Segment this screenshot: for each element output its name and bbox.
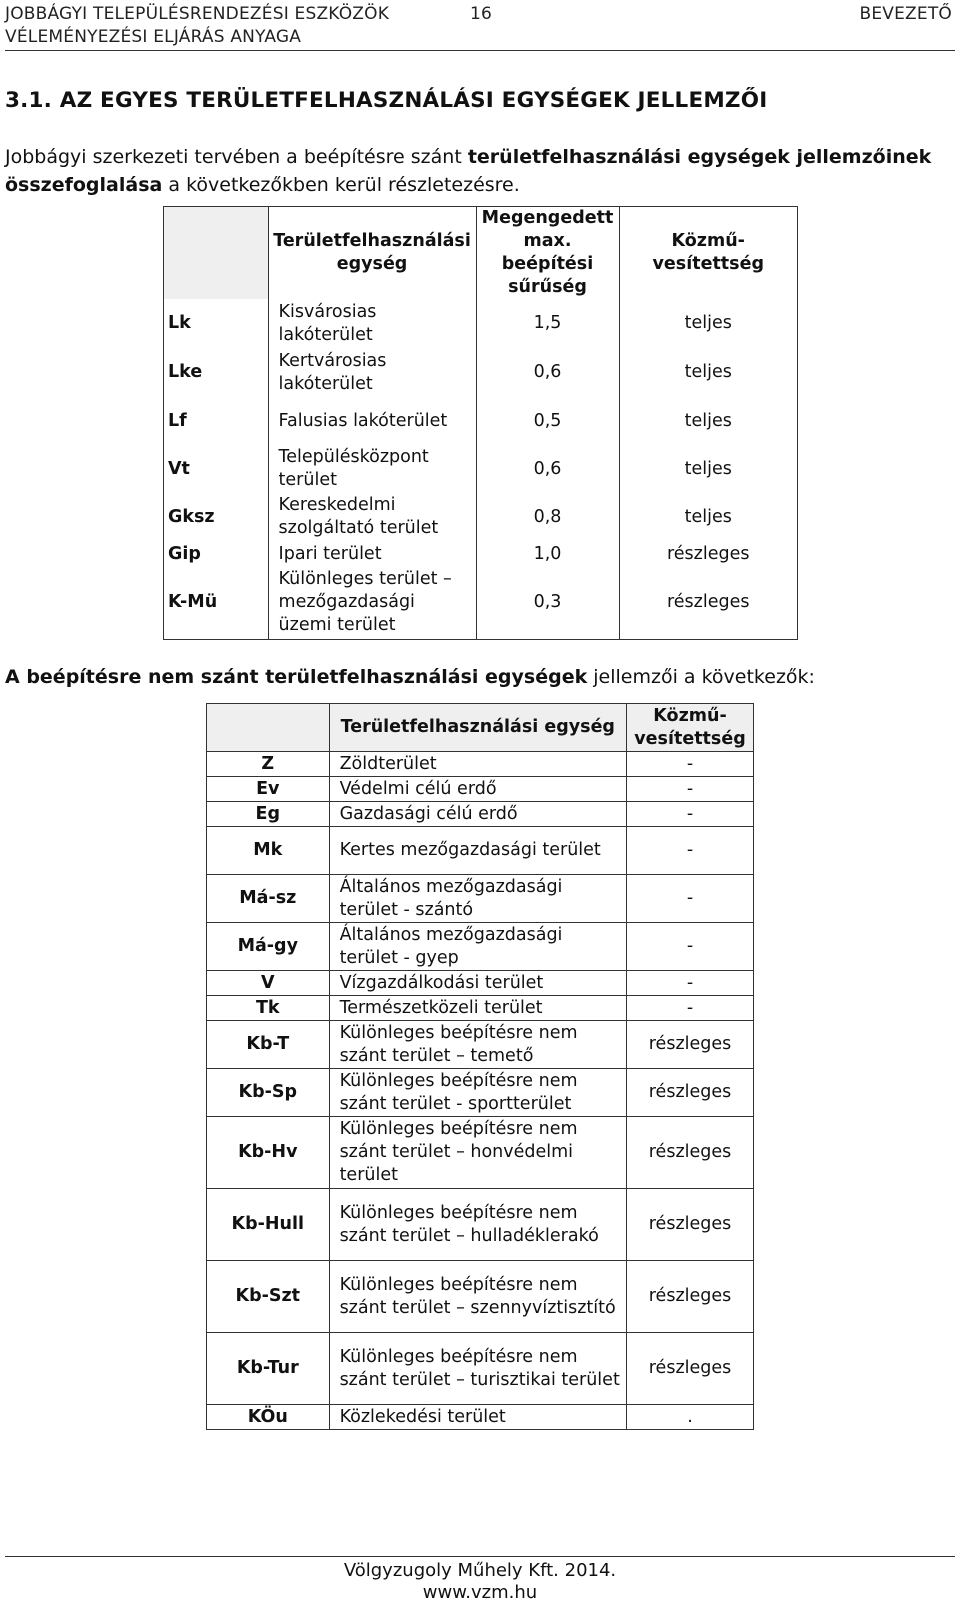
row-code: Má-gy (207, 923, 330, 971)
row-density: 0,8 (476, 493, 619, 541)
row-name: Természetközeli terület (329, 996, 626, 1021)
table-header-row (207, 704, 754, 752)
row-utility: részleges (619, 567, 798, 639)
row-name: Általános mezőgazdasági terület - szántó (329, 875, 626, 923)
header-cell-empty (164, 207, 269, 300)
header-unit: Területfelhasználási egység (268, 207, 476, 300)
table-row (207, 777, 754, 802)
page-number: 16 (470, 4, 493, 24)
row-code: Eg (207, 802, 330, 827)
row-code: KÖu (207, 1405, 330, 1430)
row-utility: - (627, 971, 754, 996)
header-section: BEVEZETŐ (859, 4, 952, 24)
table-row (164, 567, 798, 639)
row-utility: részleges (627, 1021, 754, 1069)
table-row (207, 875, 754, 923)
row-name: Védelmi célú erdő (329, 777, 626, 802)
row-code: Kb-Hv (207, 1117, 330, 1189)
footer-website: www.vzm.hu (422, 1582, 538, 1603)
row-name: Különleges beépítésre nem szánt terület – temető (329, 1021, 626, 1069)
row-name: Kereskedelmi szolgáltató terület (268, 493, 476, 541)
row-code: Lk (164, 299, 269, 348)
intro-paragraph: Jobbágyi szerkezeti tervében a beépítésre szánt területfelhasználási egységek jellemzőinek összefoglalása a következőkben kerül részletezésre. (5, 146, 932, 196)
table-row (164, 348, 798, 397)
section-heading: 3.1. AZ EGYES TERÜLETFELHASZNÁLÁSI EGYSÉGEK JELLEMZŐI (5, 88, 768, 113)
row-density: 1,5 (476, 299, 619, 348)
row-utility: - (627, 752, 754, 777)
table-row (207, 1261, 754, 1333)
table-row (164, 299, 798, 348)
row-name: Közlekedési terület (329, 1405, 626, 1430)
row-density: 0,6 (476, 445, 619, 493)
row-code: Kb-Hull (207, 1189, 330, 1261)
header-unit: Területfelhasználási egység (329, 704, 626, 752)
row-name: Kertes mezőgazdasági terület (329, 827, 626, 875)
table-row (164, 397, 798, 445)
header-utility: Közmű-vesítettség (619, 207, 798, 300)
row-density: 0,3 (476, 567, 619, 639)
row-density: 0,6 (476, 348, 619, 397)
row-density: 1,0 (476, 541, 619, 567)
header-utility: Közmű-vesítettség (627, 704, 754, 752)
table-row (164, 541, 798, 567)
row-code: Ev (207, 777, 330, 802)
row-utility: részleges (627, 1189, 754, 1261)
row-utility: teljes (619, 493, 798, 541)
table-row (207, 1117, 754, 1189)
table-row (207, 1189, 754, 1261)
row-name: Különleges beépítésre nem szánt terület – honvédelmi terület (329, 1117, 626, 1189)
row-name: Zöldterület (329, 752, 626, 777)
table-row (207, 971, 754, 996)
row-name: Különleges beépítésre nem szánt terület – hulladéklerakó (329, 1189, 626, 1261)
row-utility: - (627, 875, 754, 923)
header-density: Megengedett max. beépítési sűrűség (476, 207, 619, 300)
row-code: Mk (207, 827, 330, 875)
row-utility: részleges (627, 1069, 754, 1117)
row-name: Különleges beépítésre nem szánt terület – szennyvíztisztító (329, 1261, 626, 1333)
header-title-line1: JOBBÁGYI TELEPÜLÉSRENDEZÉSI ESZKÖZÖK (5, 4, 390, 24)
row-code: Kb-Sp (207, 1069, 330, 1117)
row-utility: részleges (627, 1333, 754, 1405)
row-utility: - (627, 777, 754, 802)
row-utility: - (627, 827, 754, 875)
row-name: Különleges beépítésre nem szánt terület – turisztikai terület (329, 1333, 626, 1405)
row-utility: részleges (619, 541, 798, 567)
row-name: Különleges beépítésre nem szánt terület - sportterület (329, 1069, 626, 1117)
row-code: Má-sz (207, 875, 330, 923)
row-density: 0,5 (476, 397, 619, 445)
table-row (207, 827, 754, 875)
row-utility: - (627, 802, 754, 827)
row-code: Gksz (164, 493, 269, 541)
row-code: Kb-Szt (207, 1261, 330, 1333)
table-row (207, 1405, 754, 1430)
row-utility: részleges (627, 1117, 754, 1189)
row-utility: teljes (619, 397, 798, 445)
row-name: Ipari terület (268, 541, 476, 567)
non-built-up-intro: A beépítésre nem szánt területfelhasználási egységek jellemzői a következők: (5, 666, 815, 688)
row-code: Z (207, 752, 330, 777)
row-name: Kertvárosias lakóterület (268, 348, 476, 397)
row-utility: teljes (619, 299, 798, 348)
header-cell-empty (207, 704, 330, 752)
row-name: Általános mezőgazdasági terület - gyep (329, 923, 626, 971)
row-utility: . (627, 1405, 754, 1430)
table-row (207, 923, 754, 971)
table-header-row (164, 207, 798, 300)
table-row (207, 1021, 754, 1069)
row-name: Falusias lakóterület (268, 397, 476, 445)
row-code: Kb-Tur (207, 1333, 330, 1405)
table-row (164, 445, 798, 493)
row-utility: teljes (619, 348, 798, 397)
row-utility: teljes (619, 445, 798, 493)
header-divider (5, 50, 955, 51)
row-code: Lke (164, 348, 269, 397)
row-code: Gip (164, 541, 269, 567)
row-code: K-Mü (164, 567, 269, 639)
row-code: Lf (164, 397, 269, 445)
row-utility: - (627, 996, 754, 1021)
table-row (207, 1069, 754, 1117)
row-name: Különleges terület – mezőgazdasági üzemi terület (268, 567, 476, 639)
row-utility: - (627, 923, 754, 971)
row-name: Vízgazdálkodási terület (329, 971, 626, 996)
table-row (207, 1333, 754, 1405)
row-utility: részleges (627, 1261, 754, 1333)
footer-divider (5, 1556, 955, 1557)
header-title-line2: VÉLEMÉNYEZÉSI ELJÁRÁS ANYAGA (5, 27, 302, 47)
footer-company: Völgyzugoly Műhely Kft. 2014. (343, 1560, 617, 1581)
row-code: Vt (164, 445, 269, 493)
table-row (207, 802, 754, 827)
row-code: Tk (207, 996, 330, 1021)
row-name: Kisvárosias lakóterület (268, 299, 476, 348)
row-code: Kb-T (207, 1021, 330, 1069)
non-built-up-units-table (206, 703, 754, 1430)
row-name: Településközpont terület (268, 445, 476, 493)
built-up-units-table (163, 206, 798, 640)
table-row (164, 493, 798, 541)
table-row (207, 752, 754, 777)
row-name: Gazdasági célú erdő (329, 802, 626, 827)
table-row (207, 996, 754, 1021)
row-code: V (207, 971, 330, 996)
